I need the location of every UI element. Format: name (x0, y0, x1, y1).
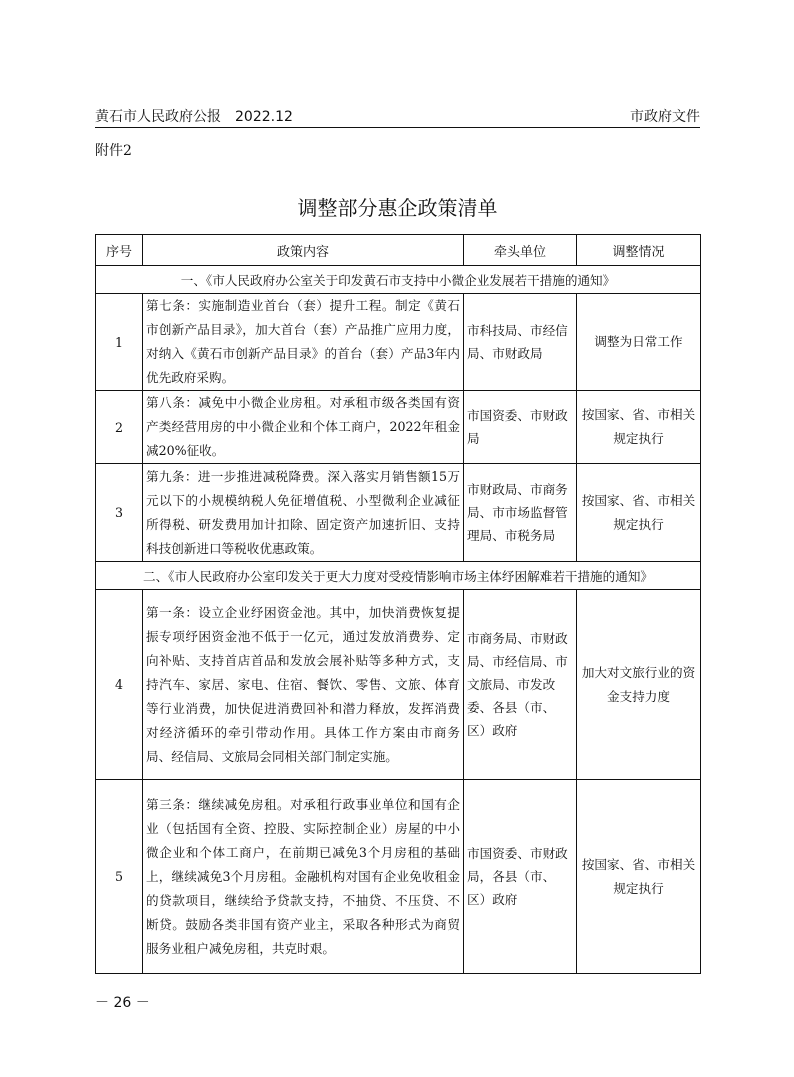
lead-unit: 市国资委、市财政局，各县（市、区）政府 (464, 780, 577, 974)
row-number: 1 (96, 294, 143, 391)
running-header (95, 104, 700, 126)
policy-content: 第一条：设立企业纾困资金池。其中，加快消费恢复提振专项纾困资金池不低于一亿元，通过发放消费券、定向补贴、支持首店首品和发放会展补贴等多种方式，支持汽车、家居、家电、住宿、餐饮、零售、文旅、体育等行业消费，加快促进消费回补和潜力释放，发挥消费对经济循环的牵引带动作用。具体工作方案由市商务局、经信局、文旅局会同相关部门制定实施。 (143, 590, 464, 780)
policy-content: 第九条：进一步推进减税降费。深入落实月销售额15万元以下的小规模纳税人免征增值税、小型微利企业减征所得税、研发费用加计扣除、固定资产加速折旧、支持科技创新进口等税收优惠政策。 (143, 464, 464, 562)
column-header-adjust: 调整情况 (577, 235, 701, 266)
table-row (96, 590, 701, 780)
policy-content: 第七条：实施制造业首台（套）提升工程。制定《黄石市创新产品目录》，加大首台（套）产品推广应用力度，对纳入《黄石市创新产品目录》的首台（套）产品3年内优先政府采购。 (143, 294, 464, 391)
row-number: 4 (96, 590, 143, 780)
policy-table (95, 234, 701, 974)
section-row (96, 562, 701, 590)
page-title: 调整部分惠企政策清单 (297, 196, 498, 220)
document-category: 市政府文件 (630, 109, 700, 125)
adjustment: 加大对文旅行业的资金支持力度 (577, 590, 701, 780)
table-header-row (96, 235, 701, 266)
attachment-label: 附件2 (95, 143, 132, 159)
row-number: 5 (96, 780, 143, 974)
adjustment: 按国家、省、市相关规定执行 (577, 391, 701, 464)
adjustment: 调整为日常工作 (577, 294, 701, 391)
row-number: 3 (96, 464, 143, 562)
section-heading: 二、《市人民政府办公室印发关于更大力度对受疫情影响市场主体纾困解难若干措施的通知》 (96, 562, 701, 590)
table-row (96, 780, 701, 974)
adjustment: 按国家、省、市相关规定执行 (577, 464, 701, 562)
lead-unit: 市国资委、市财政局 (464, 391, 577, 464)
adjustment: 按国家、省、市相关规定执行 (577, 780, 701, 974)
table-row (96, 294, 701, 391)
section-row (96, 266, 701, 294)
page-number: － 26 － (95, 995, 150, 1011)
policy-content: 第八条：减免中小微企业房租。对承租市级各类国有资产类经营用房的中小微企业和个体工商户，2022年租金减20%征收。 (143, 391, 464, 464)
column-header-no: 序号 (96, 235, 143, 266)
lead-unit: 市科技局、市经信局、市财政局 (464, 294, 577, 391)
policy-content: 第三条：继续减免房租。对承租行政事业单位和国有企业（包括国有全资、控股、实际控制企业）房屋的中小微企业和个体工商户，在前期已减免3个月房租的基础上，继续减免3个月房租。金融机构对国有企业免收租金的贷款项目，继续给予贷款支持，不抽贷、不压贷、不断贷。鼓励各类非国有资产业主，采取各种形式为商贸服务业租户减免房租，共克时艰。 (143, 780, 464, 974)
column-header-content: 政策内容 (143, 235, 464, 266)
row-number: 2 (96, 391, 143, 464)
section-heading: 一、《市人民政府办公室关于印发黄石市支持中小微企业发展若干措施的通知》 (96, 266, 701, 294)
bulletin-title: 黄石市人民政府公报 2022.12 (95, 109, 293, 125)
table-row (96, 391, 701, 464)
column-header-unit: 牵头单位 (464, 235, 577, 266)
header-rule (95, 127, 700, 128)
table-row (96, 464, 701, 562)
lead-unit: 市商务局、市财政局、市经信局、市文旅局、市发改委、各县（市、区）政府 (464, 590, 577, 780)
lead-unit: 市财政局、市商务局、市市场监督管理局、市税务局 (464, 464, 577, 562)
